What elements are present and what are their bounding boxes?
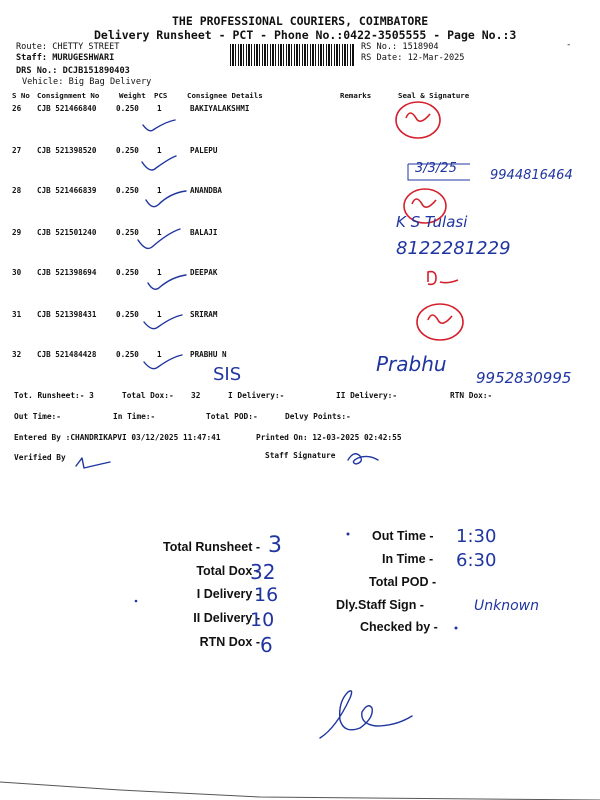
hw-iidel-value: 10 <box>250 609 275 631</box>
runsheet-subtitle: Delivery Runsheet - PCT - Phone No.:0422-3505555 - Page No.:3 <box>94 28 517 42</box>
row-consignee: DEEPAK <box>190 268 218 277</box>
i-delivery-label: I Delivery:- <box>228 391 285 400</box>
row-consignee: ANANDBA <box>190 186 223 195</box>
rtn-dox-label: RTN Dox:- <box>450 391 493 400</box>
row-pcs: 1 <box>157 146 162 155</box>
row-sno: 28 <box>12 186 22 195</box>
hw-idel-value: 16 <box>254 584 279 606</box>
row-consignment: CJB 521501240 <box>37 228 97 237</box>
hw-runsheet-value: 3 <box>268 533 282 558</box>
in-time-label: In Time:- <box>113 412 156 421</box>
stamp-in-time: In Time - <box>382 552 434 566</box>
col-seal: Seal & Signature <box>398 91 470 100</box>
row-weight: 0.250 <box>116 310 139 319</box>
vehicle-label: Vehicle: Big Bag Delivery <box>22 77 152 87</box>
row29-phone: 8122281229 <box>396 238 511 259</box>
col-pcs: PCS <box>154 91 168 100</box>
corner-dash: - <box>566 40 572 50</box>
row-consignment: CJB 521398694 <box>37 268 97 277</box>
drs-label: DRS No.: DCJB151890403 <box>16 66 130 76</box>
sis-mark: SIS <box>213 364 242 385</box>
stamp-out-time: Out Time - <box>372 529 434 543</box>
row-sno: 27 <box>12 146 22 155</box>
row-weight: 0.250 <box>116 104 139 113</box>
stamp-total-runsheet: Total Runsheet - <box>163 540 260 554</box>
rs-date: RS Date: 12-Mar-2025 <box>361 53 465 63</box>
stamp-rtn-dox: RTN Dox - <box>199 635 260 649</box>
row-consignment: CJB 521398520 <box>37 146 97 155</box>
row32-name: Prabhu <box>376 352 447 376</box>
total-dox-label: Total Dox:- <box>122 391 174 400</box>
verified-by-label: Verified By <box>14 453 66 462</box>
row29-name: K S Tulasi <box>396 213 468 231</box>
stamp-total-pod: Total POD - <box>369 575 437 589</box>
printed-on: Printed On: 12-03-2025 02:42:55 <box>256 433 402 442</box>
row-pcs: 1 <box>157 310 162 319</box>
delvy-points-label: Delvy Points:- <box>285 412 351 421</box>
row-consignee: BALAJI <box>190 228 218 237</box>
row-sno: 26 <box>12 104 22 113</box>
row-weight: 0.250 <box>116 268 139 277</box>
row-sno: 31 <box>12 310 22 319</box>
hw-rtn-value: 6 <box>260 633 273 657</box>
staff-label: Staff: MURUGESHWARI <box>16 53 115 63</box>
col-consignee: Consignee Details <box>187 91 263 100</box>
row32-phone: 9952830995 <box>476 369 572 387</box>
row-pcs: 1 <box>157 228 162 237</box>
row-pcs: 1 <box>157 186 162 195</box>
staff-signature-label: Staff Signature <box>265 451 336 460</box>
col-sno: S No <box>12 91 30 100</box>
row-sno: 29 <box>12 228 22 237</box>
row-consignee: PRABHU N <box>190 350 227 359</box>
stamp-ii-delivery: II Delivery - <box>193 611 260 625</box>
col-consignment: Consignment No <box>37 91 100 100</box>
col-remarks: Remarks <box>340 91 372 100</box>
stamp-i-delivery: I Delivery - <box>196 587 260 601</box>
route-label: Route: CHETTY STREET <box>16 42 120 52</box>
row-consignee: PALEPU <box>190 146 218 155</box>
total-pod-label: Total POD:- <box>206 412 258 421</box>
row-consignee: BAKIYALAKSHMI <box>190 104 250 113</box>
ii-delivery-label: II Delivery:- <box>336 391 398 400</box>
row-sno: 30 <box>12 268 22 277</box>
tot-runsheet: Tot. Runsheet:- 3 <box>14 391 94 400</box>
stamp-dly-staff-sign: Dly.Staff Sign - <box>336 598 424 612</box>
rs-number: RS No.: 1518904 <box>361 42 439 52</box>
row-weight: 0.250 <box>116 186 139 195</box>
stamp-checked-by: Checked by - <box>360 620 438 634</box>
row-consignment: CJB 521466839 <box>37 186 97 195</box>
row27-date: 3/3/25 <box>415 161 457 176</box>
hw-dox-value: 32 <box>250 560 276 584</box>
col-weight: Weight <box>119 91 146 100</box>
row-consignment: CJB 521484428 <box>37 350 97 359</box>
out-time-label: Out Time:- <box>14 412 61 421</box>
row-sno: 32 <box>12 350 22 359</box>
row-consignment: CJB 521466840 <box>37 104 97 113</box>
hw-staff-sign: Unknown <box>474 598 539 614</box>
stamp-total-dox: Total Dox - <box>196 564 260 578</box>
row-weight: 0.250 <box>116 146 139 155</box>
entered-by: Entered By :CHANDRIKAPVI 03/12/2025 11:47:41 <box>14 433 221 442</box>
company-title: THE PROFESSIONAL COURIERS, COIMBATORE <box>172 14 429 28</box>
row-consignment: CJB 521398431 <box>37 310 97 319</box>
hw-in-time: 6:30 <box>456 550 497 571</box>
row-weight: 0.250 <box>116 350 139 359</box>
total-dox-value: 32 <box>191 391 201 400</box>
row-pcs: 1 <box>157 350 162 359</box>
row27-phone: 9944816464 <box>490 168 573 183</box>
hw-out-time: 1:30 <box>456 526 497 547</box>
row-pcs: 1 <box>157 268 162 277</box>
row-weight: 0.250 <box>116 228 139 237</box>
row-consignee: SRIRAM <box>190 310 218 319</box>
row-pcs: 1 <box>157 104 162 113</box>
